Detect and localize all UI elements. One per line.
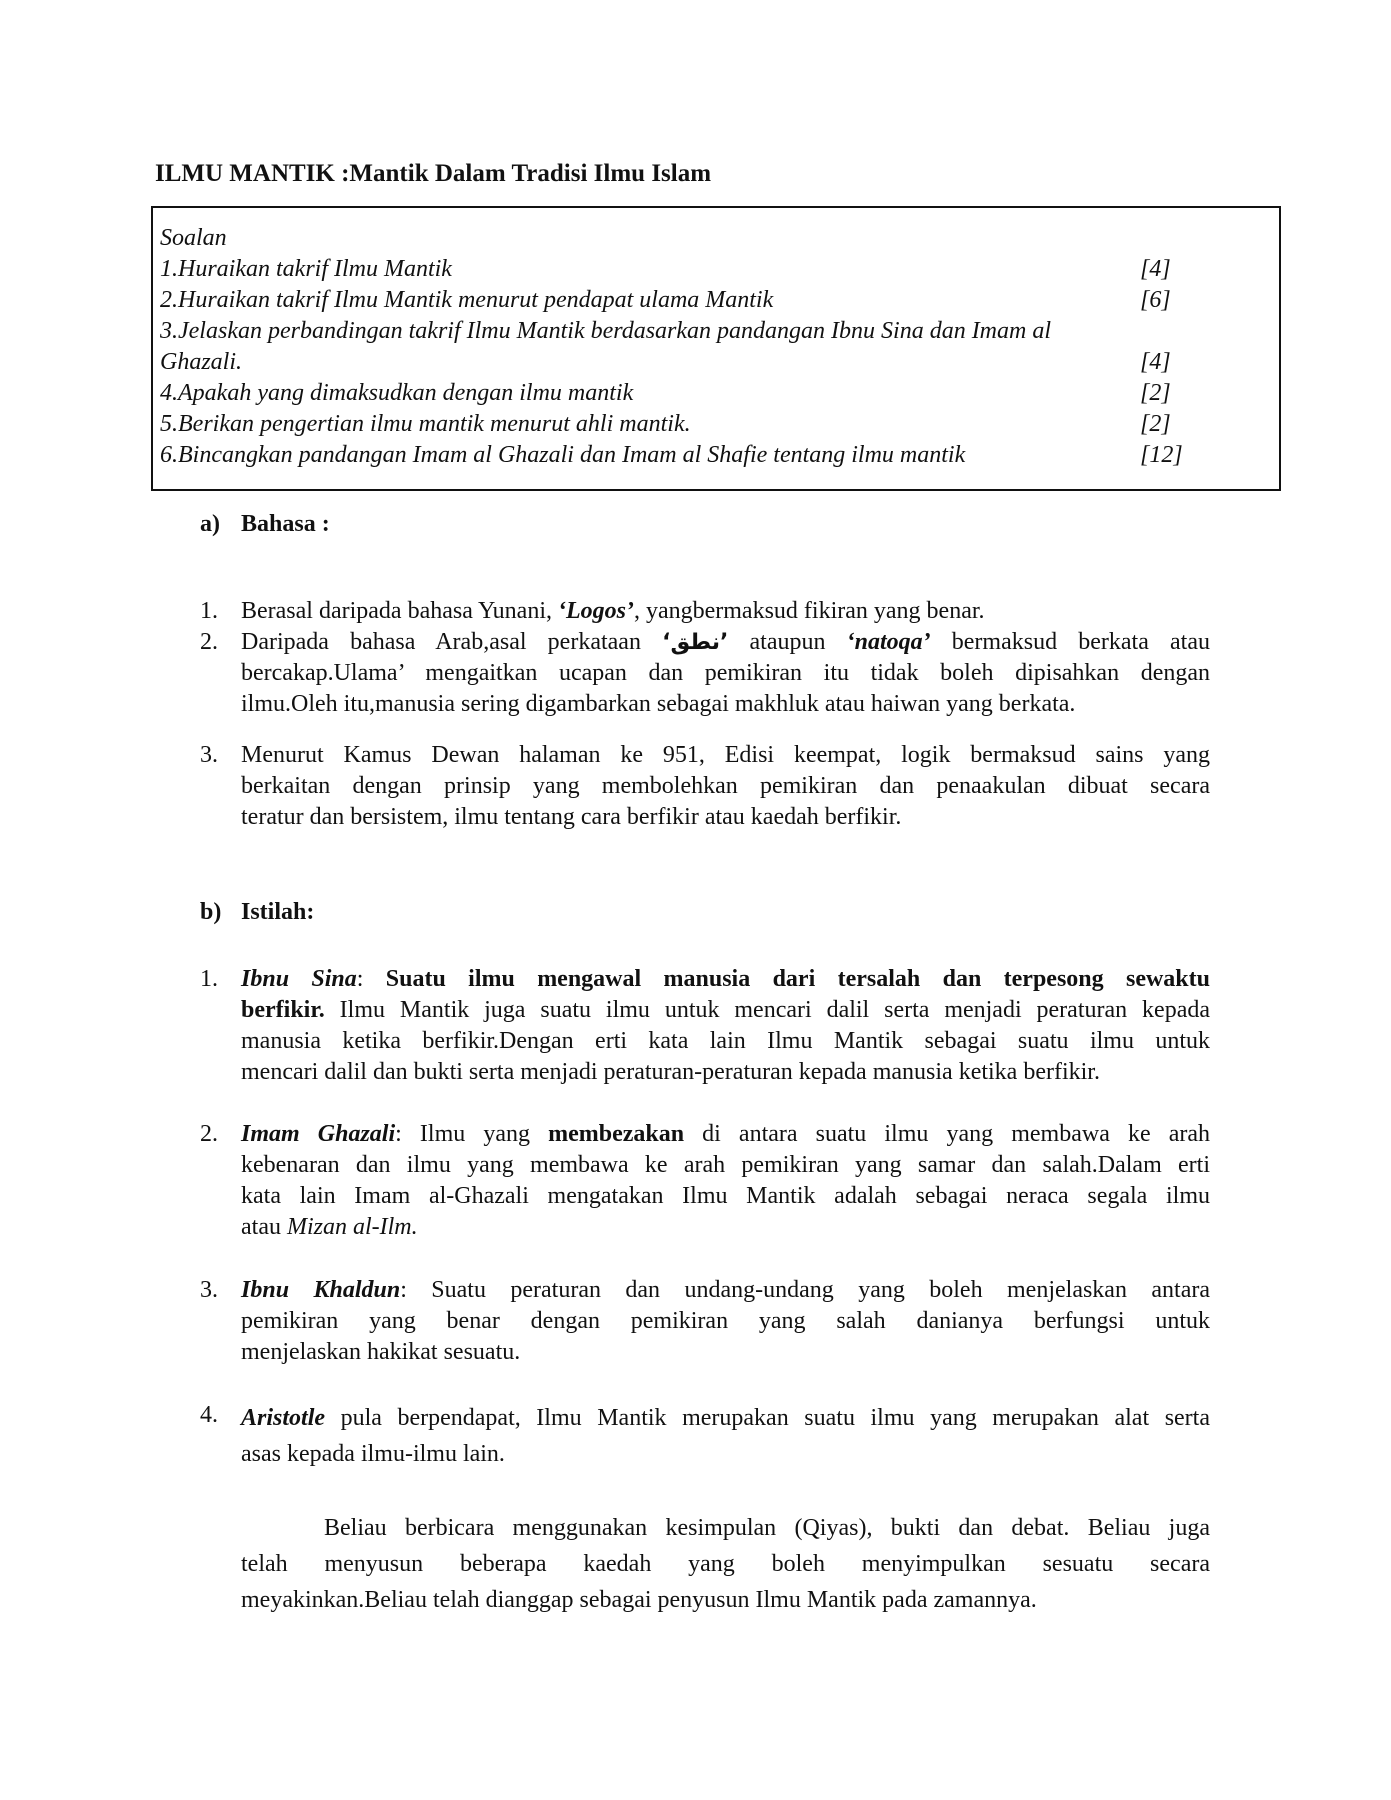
text-line <box>241 1400 1210 1436</box>
section-b-label: b) <box>200 899 222 925</box>
question-item: Ghazali. <box>160 349 243 375</box>
text-line: manusia ketika berfikir.Dengan erti kata lain Ilmu Mantik sebagai suatu ilmu untuk <box>241 1028 1210 1054</box>
text-line: mencari dalil dan bukti serta menjadi peraturan-peraturan kepada manusia ketika berfikir. <box>241 1059 1100 1085</box>
list-item <box>241 1400 1210 1472</box>
text-line: kata lain Imam al-Ghazali mengatakan Ilmu Mantik adalah sebagai neraca segala ilmu <box>241 1183 1210 1209</box>
section-a-title: Bahasa : <box>241 511 330 537</box>
list-number: 2. <box>200 1121 218 1147</box>
scholar-name: Ibnu Sina <box>241 966 357 992</box>
question-mark: [4] <box>1140 256 1171 282</box>
item-text: Berasal daripada bahasa Yunani, <box>241 598 558 624</box>
list-item <box>241 964 1210 1088</box>
item-text: di antara suatu ilmu yang membawa ke arah <box>684 1121 1210 1147</box>
question-item: 4.Apakah yang dimaksudkan dengan ilmu mantik <box>160 380 634 406</box>
question-item: 2.Huraikan takrif Ilmu Mantik menurut pendapat ulama Mantik <box>160 287 774 313</box>
bold-definition: berfikir. <box>241 997 325 1023</box>
item-text: : Ilmu yang <box>395 1121 549 1147</box>
text-line <box>241 1275 1210 1306</box>
text-line <box>241 1119 1210 1150</box>
list-number: 2. <box>200 629 218 655</box>
list-number: 1. <box>200 966 218 992</box>
item-text: : <box>356 966 386 992</box>
text-line: asas kepada ilmu-ilmu lain. <box>241 1441 505 1467</box>
text-line: bercakap.Ulama’ mengaitkan ucapan dan pemikiran itu tidak boleh dipisahkan dengan <box>241 660 1210 686</box>
list-item <box>241 1119 1210 1243</box>
section-b-title: Istilah: <box>241 899 315 925</box>
text-line <box>241 627 1210 658</box>
text-line <box>241 1212 1210 1243</box>
text-line: menjelaskan hakikat sesuatu. <box>241 1339 521 1365</box>
question-mark: [4] <box>1140 349 1171 375</box>
question-mark: [6] <box>1140 287 1171 313</box>
question-item: 6.Bincangkan pandangan Imam al Ghazali dan Imam al Shafie tentang ilmu mantik <box>160 442 966 468</box>
item-text: atau <box>241 1214 287 1240</box>
text-line: pemikiran yang benar dengan pemikiran yang salah danianya berfungsi untuk <box>241 1308 1210 1334</box>
list-item <box>241 740 1210 833</box>
section-a-label: a) <box>200 511 220 537</box>
item-text: pula berpendapat, Ilmu Mantik merupakan suatu ilmu yang merupakan alat serta <box>325 1405 1210 1431</box>
term-logos: ‘Logos’ <box>557 598 634 624</box>
text-line: telah menyusun beberapa kaedah yang boleh menyimpulkan sesuatu secara <box>241 1551 1210 1577</box>
question-item: 3.Jelaskan perbandingan takrif Ilmu Mantik berdasarkan pandangan Ibnu Sina dan Imam al <box>160 318 1052 344</box>
term-natoqa: ‘natoqa’ <box>846 629 931 655</box>
text-line: kebenaran dan ilmu yang membawa ke arah pemikiran yang samar dan salah.Dalam erti <box>241 1152 1210 1178</box>
question-mark: [2] <box>1140 411 1171 437</box>
bold-definition: Suatu ilmu mengawal manusia dari tersalah dan terpesong sewaktu <box>385 966 1210 992</box>
item-text: bermaksud berkata atau <box>930 629 1210 655</box>
scholar-name: Ibnu Khaldun <box>241 1277 401 1303</box>
item-text: , yangbermaksud fikiran yang benar. <box>633 598 985 624</box>
list-item <box>241 1275 1210 1368</box>
italic-term: Mizan al-Ilm. <box>286 1214 418 1240</box>
list-number: 1. <box>200 598 218 624</box>
text-line: meyakinkan.Beliau telah dianggap sebagai penyusun Ilmu Mantik pada zamannya. <box>241 1587 1037 1613</box>
bold-term: membezakan <box>548 1121 685 1147</box>
question-heading: Soalan <box>160 225 227 251</box>
document-title: ILMU MANTIK :Mantik Dalam Tradisi Ilmu Islam <box>155 160 712 187</box>
question-mark: [12] <box>1140 442 1183 468</box>
scholar-name: Aristotle <box>241 1405 326 1431</box>
question-item: 1.Huraikan takrif Ilmu Mantik <box>160 256 452 282</box>
item-text: : Suatu peraturan dan undang-undang yang boleh menjelaskan antara <box>400 1277 1210 1303</box>
text-line: Menurut Kamus Dewan halaman ke 951, Edisi keempat, logik bermaksud sains yang <box>241 742 1210 768</box>
closing-paragraph <box>241 1510 1210 1618</box>
item-text: Ilmu Mantik juga suatu ilmu untuk mencari dalil serta menjadi peraturan kepada <box>324 997 1210 1023</box>
item-text: Daripada bahasa Arab,asal perkataan <box>241 629 663 655</box>
text-line: teratur dan bersistem, ilmu tentang cara berfikir atau kaedah berfikir. <box>241 804 902 830</box>
text-line: Beliau berbicara menggunakan kesimpulan (Qiyas), bukti dan debat. Beliau juga <box>324 1515 1210 1541</box>
question-mark: [2] <box>1140 380 1171 406</box>
list-number: 3. <box>200 1277 218 1303</box>
list-number: 3. <box>200 742 218 768</box>
list-item <box>241 596 1210 627</box>
item-text: ataupun <box>728 629 847 655</box>
text-line: ilmu.Oleh itu,manusia sering digambarkan sebagai makhluk atau haiwan yang berkata. <box>241 691 1076 717</box>
list-item <box>241 627 1210 720</box>
list-number: 4. <box>200 1402 218 1428</box>
scholar-name: Imam Ghazali <box>241 1121 396 1147</box>
arabic-term: ‘نطق’ <box>662 630 729 655</box>
question-item: 5.Berikan pengertian ilmu mantik menurut ahli mantik. <box>160 411 691 437</box>
text-line <box>241 995 1210 1026</box>
text-line: berkaitan dengan prinsip yang membolehkan pemikiran dan penaakulan dibuat secara <box>241 773 1210 799</box>
text-line <box>241 964 1210 995</box>
